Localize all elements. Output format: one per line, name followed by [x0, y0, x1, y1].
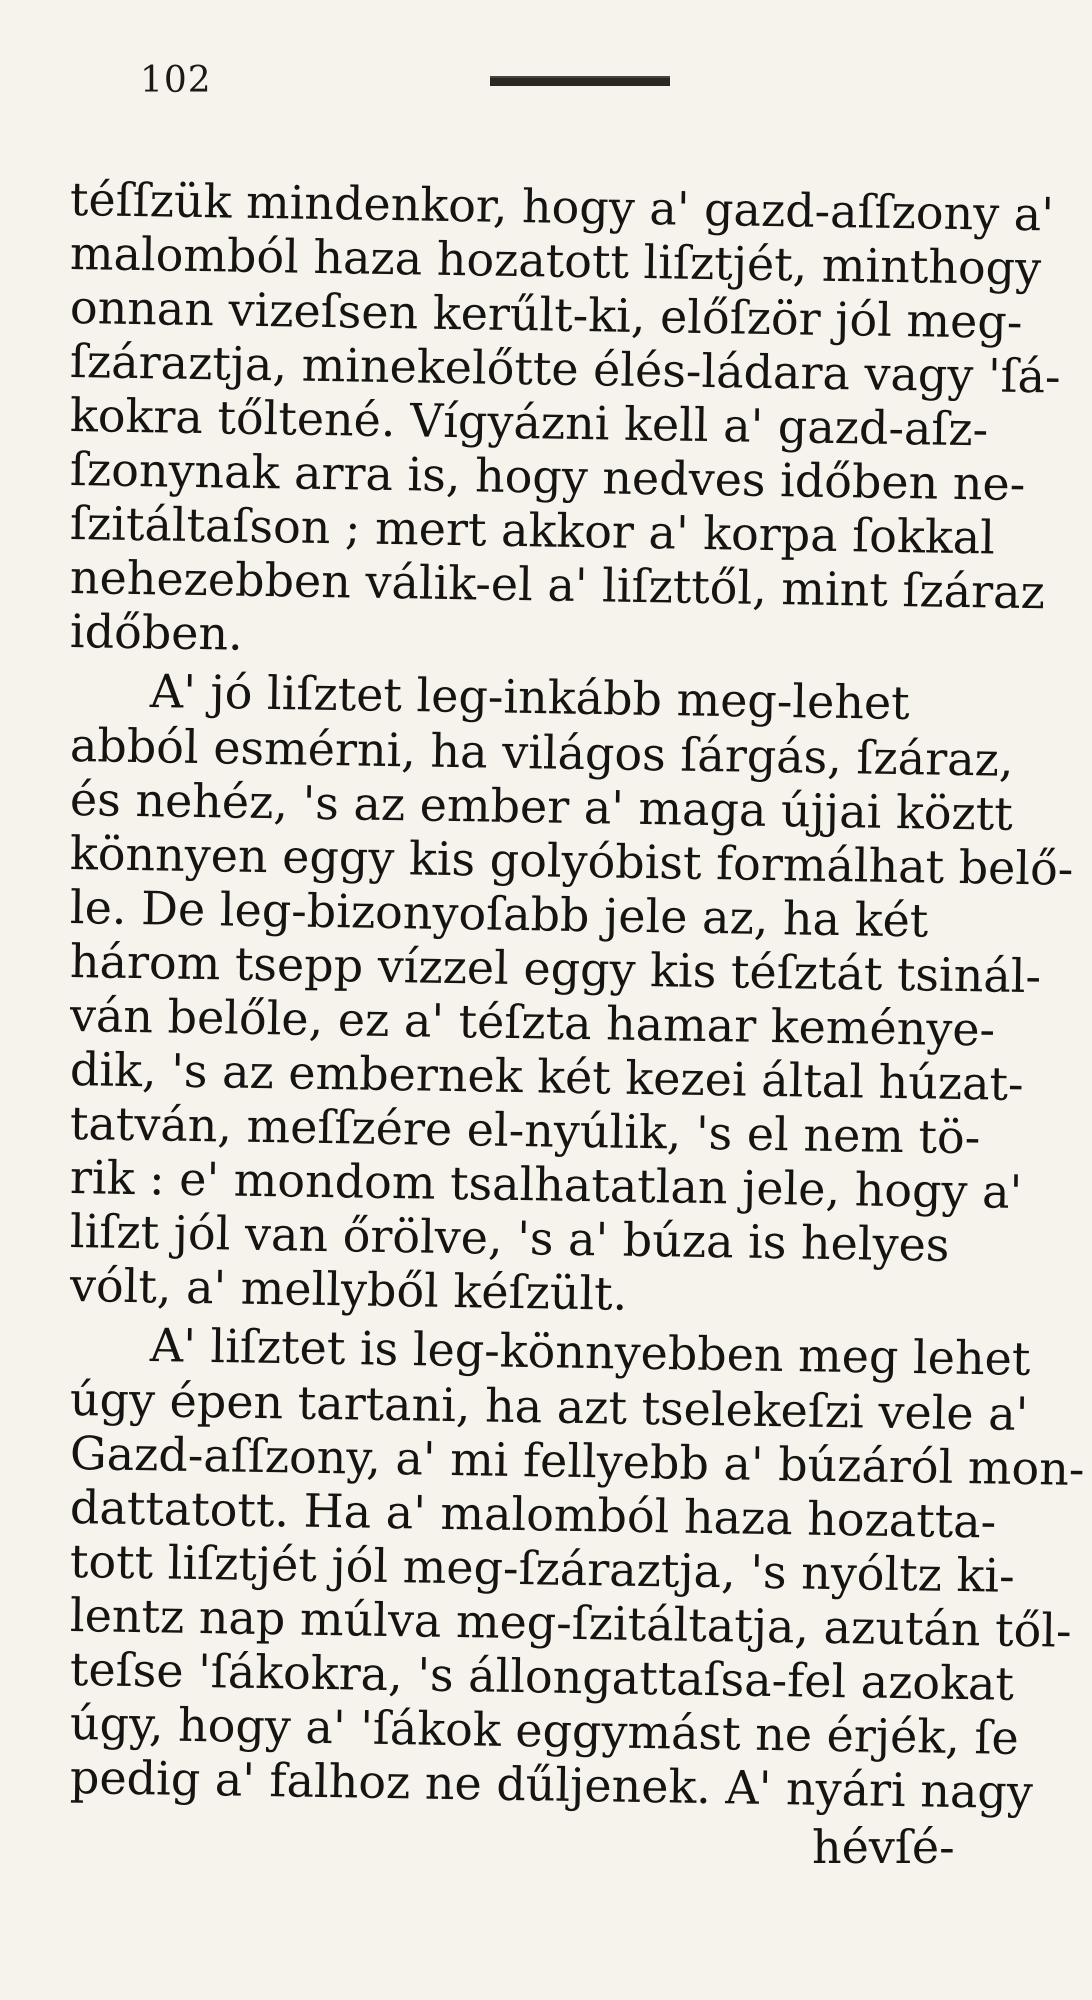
text-line: ván belőle, ez a' téſzta hamar keménye- [69, 988, 996, 1057]
text-line: teſse 'ſákokra, 's állongattaſsa-fel azokat [69, 1642, 1015, 1711]
text-line: malomból haza hozatott liſztjét, minthogy [69, 226, 1042, 296]
text-line: nehezebben válik-el a' liſzttől, mint ſzáraz [69, 550, 1046, 620]
text-line: rik : e' mondom tsalhatatlan jele, hogy a' [69, 1150, 1023, 1219]
text-line: liſzt jól van őrölve, 's a' búza is helyes [69, 1204, 950, 1272]
header-rule [490, 76, 670, 86]
text-line: téſſzük mindenkor, hogy a' gazd-aſſzony a' [69, 172, 1055, 242]
text-line: lentz nap múlva meg-ſzitáltatja, azután től- [69, 1588, 1072, 1658]
text-line: úgy épen tartani, ha azt tselekeſzi vele a' [69, 1372, 1029, 1442]
text-line: tott liſztjét jól meg-ſzáraztja, 's nyóltz ki- [69, 1534, 1016, 1603]
text-line: úgy, hogy a' 'ſákok eggymást ne érjék, ſe [69, 1696, 1020, 1765]
text-line: és nehéz, 's az ember a' maga újjai köztt [69, 772, 1014, 841]
text-line: három tsepp vízzel eggy kis téſztát tsinál- [69, 934, 1042, 1004]
catchword: hévſé- [812, 1820, 955, 1874]
text-line: kokra tőltené. Vígyázni kell a' gazd-aſz- [69, 388, 989, 457]
text-line: időben. [69, 604, 244, 661]
text-line: ſzonynak arra is, hogy nedves időben ne- [69, 442, 1026, 512]
text-line: abból esmérni, ha világos ſárgás, ſzáraz, [69, 718, 1014, 787]
text-line: Gazd-aſſzony, a' mi fellyebb a' búzáról mon- [69, 1426, 1085, 1496]
text-line: le. De leg-bizonyoſabb jele az, ha két [69, 880, 929, 948]
text-line: könnyen eggy kis golyóbist formálhat belő- [69, 826, 1074, 896]
text-line: pedig a' falhoz ne dűljenek. A' nyári nagy [69, 1750, 1034, 1820]
text-line: A' liſztet is leg-könnyebben meg lehet [149, 1318, 1031, 1386]
text-line: A' jó liſztet leg-inkább meg-lehet [149, 664, 911, 730]
text-line: ſzitáltaſson ; mert akkor a' korpa ſokkal [69, 496, 996, 565]
page-number: 102 [140, 60, 212, 101]
text-line: vólt, a' mellyből kéſzült. [69, 1258, 628, 1321]
text-line: ſzáraztja, minekelőtte élés-ládara vagy 'ſá- [69, 334, 1062, 404]
text-line: dik, 's az embernek két kezei által húzat- [69, 1042, 1025, 1111]
text-line: dattatott. Ha a' malomból haza hozatta- [69, 1480, 997, 1549]
text-line: tatván, meſſzére el-nyúlik, 's el nem tö- [69, 1096, 981, 1165]
text-line: onnan vizeſsen kerűlt-ki, előſzör jól meg- [69, 280, 1023, 349]
